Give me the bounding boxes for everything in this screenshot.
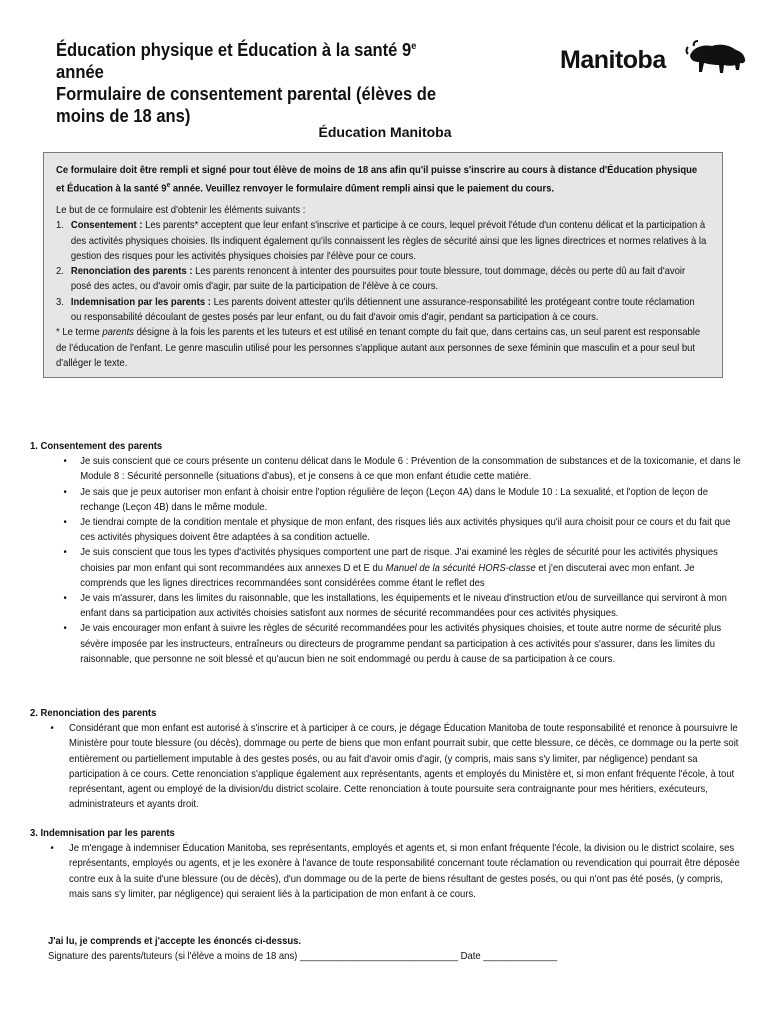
notice-footnote — [56, 325, 707, 371]
title-text-end: année — [56, 62, 104, 82]
notice-purpose: Le but de ce formulaire est d'obtenir les éléments suivants : — [56, 204, 306, 216]
acceptance-statement: J'ai lu, je comprends et j'accepte les énoncés ci-dessus. — [48, 936, 302, 947]
bullet-icon: • — [63, 486, 67, 498]
bullet-icon: • — [63, 517, 67, 529]
list-item-text: Je vais encourager mon enfant à suivre les règles de sécurité recommandées pour les activités physiques choisies, et toute autre norme de sécurité plus sévère imposée par les instructeurs, entraîneurs ou directeurs de programme pendant sa participation à ces activités pour s'assurer, dans les limites du raisonnable, que personne ne soit blessé et qu'aucun bien ne soit endommagé ou perdu à cause de sa participation à ce cours. — [80, 623, 722, 665]
footnote-term: parents — [102, 327, 134, 339]
bullet-icon: • — [63, 547, 67, 559]
bullet-icon: • — [63, 456, 67, 468]
logo-text: Manitoba — [560, 46, 666, 74]
notice-intro-end: année. Veuillez renvoyer le formulaire dûment rempli ainsi que le paiement du cours. — [170, 183, 555, 195]
item-number: 2. — [56, 266, 64, 278]
list-item — [30, 485, 741, 515]
bullet-list — [30, 454, 741, 667]
footnote-text-end: désigne à la fois les parents et les tuteurs et est utilisé en tenant compte du fait que, dans certains cas, un seul parent est responsable de l'éducation de l'enfant. Le genre masculin utilisé pour les personnes s'applique autant aux personnes de sexe féminin que masculin et a pour seul but d'alléger le texte. — [56, 327, 701, 369]
list-item-text: Je suis conscient que ce cours présente un contenu délicat dans le Module 6 : Prévention de la consommation de substances et de la toxicomanie, et dans le Module 8 : Sécurité personnelle (situations d'abus), et je consens à ce que mon enfant étudie cette matière. — [80, 456, 741, 483]
section-indemnity — [30, 826, 740, 902]
list-item — [30, 545, 741, 591]
list-item-text: Je suis conscient que tous les types d'activités physiques comportent une part de risque. J'ai examiné les règles de sécurité pour les activités physiques choisies par mon enfant qui sont recommandées aux annexes D et E du — [80, 547, 718, 574]
item-number: 3. — [56, 296, 64, 308]
section-consent — [30, 439, 740, 667]
notice-item-indemnity — [56, 295, 707, 326]
section-heading: 1. Consentement des parents — [30, 441, 163, 452]
notice-item-waiver — [56, 264, 707, 295]
list-item-text: Je sais que je peux autoriser mon enfant à choisir entre l'option régulière de leçon (Leçon 4A) dans le Module 10 : La sexualité, et l'option de leçon de rechange (Leçon 4B) dans le même module. — [80, 486, 708, 513]
list-item — [30, 515, 741, 545]
list-item-text: Je vais m'assurer, dans les limites du raisonnable, que les installations, les équipements et le niveau d'instruction et/ou de surveillance qui serviront à mon enfant dans sa participation aux activités choisies satisfont aux normes de sécurité recommandées pour ces activités physiques. — [80, 593, 727, 620]
bullet-icon: • — [63, 593, 67, 605]
list-item — [30, 591, 741, 621]
bullet-icon: • — [50, 843, 54, 855]
list-item — [30, 621, 741, 667]
title-line-1 — [56, 36, 461, 83]
footnote-text: * Le terme — [56, 327, 103, 339]
bullet-icon: • — [63, 623, 67, 635]
item-number: 1. — [56, 220, 64, 232]
list-item — [30, 841, 741, 902]
manual-title: Manuel de la sécurité HORS-classe — [385, 562, 536, 574]
section-heading: 3. Indemnisation par les parents — [30, 828, 175, 839]
notice-intro-text: Ce formulaire doit être rempli et signé pour tout élève de moins de 18 ans afin qu'il puisse s'inscrire au cours à distance d'Éducation physique et Éducation à la santé 9 — [56, 165, 698, 195]
item-text: Les parents doivent attester qu'ils détiennent une assurance-responsabilité les protégeant contre toute réclamation ou responsabilité découlant de gestes posés par leur enfant, ou du fait d'avoir omis d'agir, pendant sa participation à ce cours. — [70, 296, 695, 324]
list-item-text: Je tiendrai compte de la condition mentale et physique de mon enfant, des risques liés aux activités physiques qu'il aura choisit pour ce cours et du fait que ces activités physiques doivent être adaptées à sa condition actuelle. — [80, 517, 731, 544]
signature-block — [48, 934, 728, 964]
item-label: Renonciation des parents : — [70, 266, 193, 278]
section-heading: 2. Renonciation des parents — [30, 708, 157, 719]
list-item — [30, 721, 741, 812]
page-title — [56, 36, 461, 127]
item-label: Indemnisation par les parents : — [70, 296, 211, 308]
notice-intro-sup: e — [166, 182, 171, 190]
bullet-list — [30, 841, 741, 902]
manitoba-logo — [560, 40, 750, 82]
list-item — [30, 454, 741, 484]
title-line-2: Formulaire de consentement parental (élèves de — [56, 84, 437, 104]
item-text: Les parents renoncent à intenter des poursuites pour toute blessure, tout dommage, décès ou perte dû au fait d'avoir posé des actes, ou d'avoir omis d'agir, par suite de la participation de l'élève à ce cours. — [70, 266, 686, 293]
bison-icon — [684, 40, 748, 80]
list-item-text: Considérant que mon enfant est autorisé à s'inscrire et à participer à ce cours, je dégage Éducation Manitoba de toute responsabilité et renonce à poursuivre le Ministère pour toute blessure (ou décès), dommage ou perte de biens que mon enfant pourrait subir, que cette blessure, ce décès, ce dommage ou la perte soit entièrement ou partiellement imputable à des gestes posés, ou au fait d'avoir omis d'agir, (y compris, mais sans s'y limiter, par négligence) pendant sa participation à ce cours. Cette renonciation s'applique également aux représentants, agents et employés du Ministère et, si mon enfant fréquente l'école, à tout représentant, agent ou employé de la division/du district scolaire. Cette renonciation à toute poursuite sera contraignante pour mes héritiers, exécuteurs, administrateurs et ayants droit. — [69, 723, 739, 811]
notice-item-consent — [56, 218, 707, 264]
title-line-3: moins de 18 ans) — [56, 106, 191, 126]
bullet-icon: • — [50, 723, 54, 735]
bullet-list — [30, 721, 741, 812]
item-text: Les parents* acceptent que leur enfant s'inscrive et participe à ce cours, lequel prévoit l'étude d'un contenu délicat et la participation à des activités physiques choisies. Ils indiquent également qu'ils connaissent les règles de sécurité ainsi que les lignes directrices et normes relatives à la gestion des risques pour les activités physiques choisies par l'élève pour ce cours. — [70, 220, 707, 262]
item-label: Consentement : — [70, 220, 143, 232]
notice-box — [43, 152, 723, 378]
list-item-text-end: et j'en discuterai avec mon enfant. Je comprends que les lignes directrices recommandées sont considérées comme étant le reflet des — [80, 562, 695, 589]
notice-intro — [56, 163, 707, 197]
title-sup: e — [411, 41, 417, 52]
section-waiver — [30, 706, 740, 812]
list-item-text: Je m'engage à indemniser Éducation Manitoba, ses représentants, employés et agents et, si mon enfant fréquente l'école, la division ou le district scolaire, ses représentants, employés ou agents, et je les exonère à l'avance de toute responsabilité concernant toute réclamation ou revendication qui pourrait être déposée contre eux à la suite d'une blessure (ou de décès), d'un dommage ou de la perte de biens résultant de gestes posés, ou qui n'ont pas été posés, (y compris, mais sans s'y limiter, par négligence) qui seraient liés à la participation de mon enfant à ce cours. — [69, 843, 740, 900]
signature-line[interactable]: Signature des parents/tuteurs (si l'élève a moins de 18 ans) ______________________________ Date ______________ — [48, 951, 558, 963]
subtitle: Éducation Manitoba — [318, 124, 452, 140]
title-text: Éducation physique et Éducation à la santé 9 — [56, 40, 412, 60]
